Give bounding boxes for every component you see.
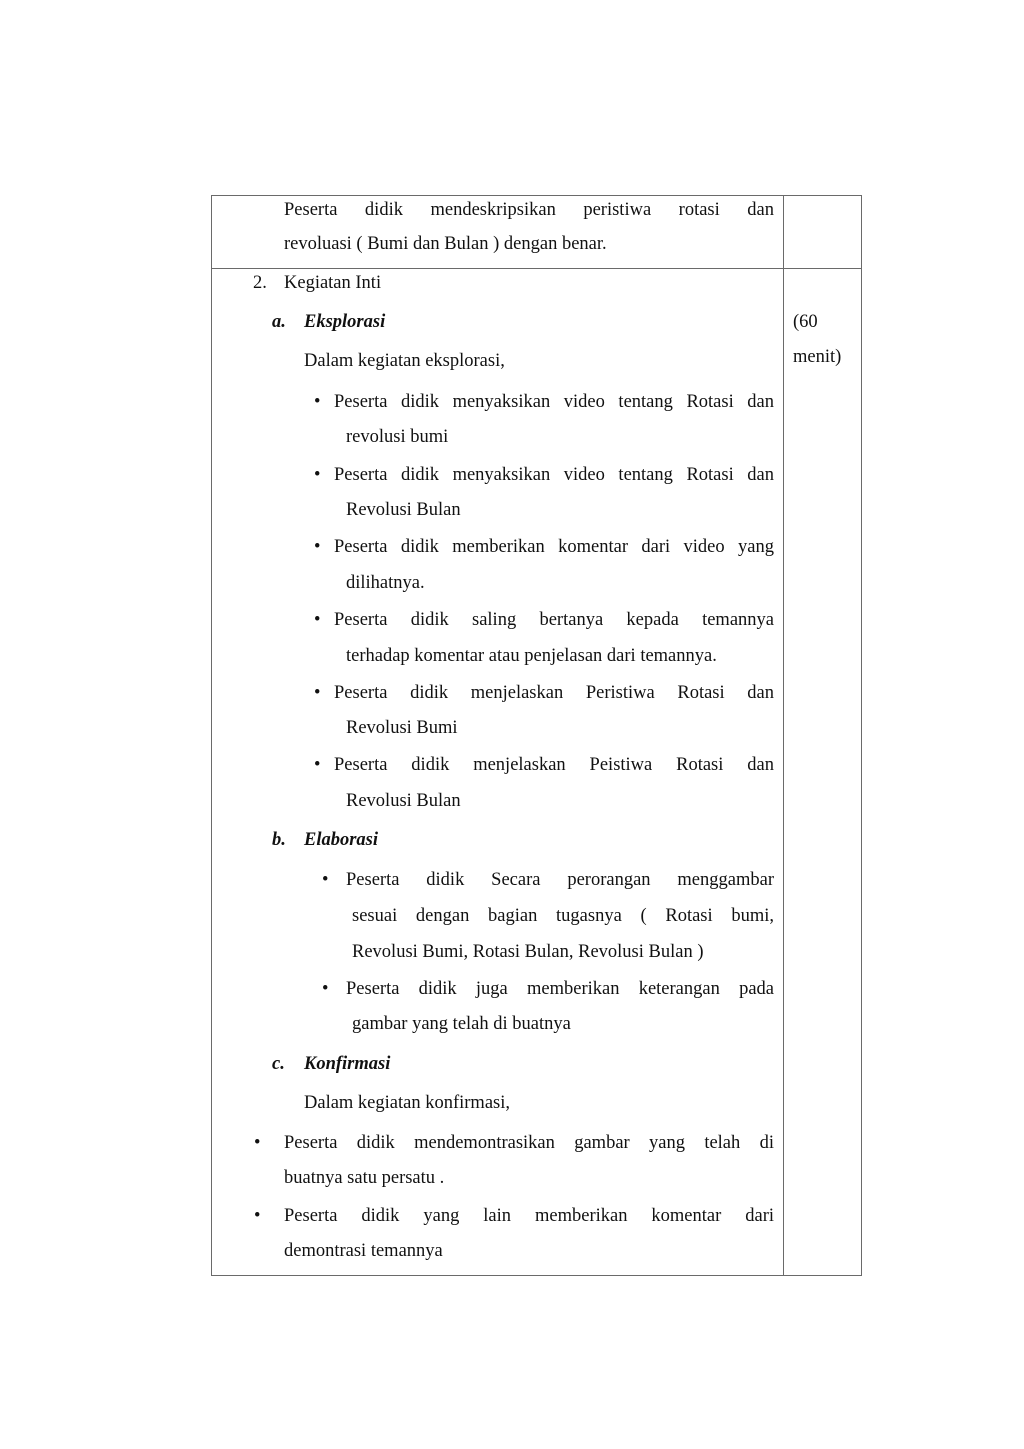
- konfirmasi-lead: Dalam kegiatan konfirmasi,: [304, 1093, 511, 1114]
- bullet-icon: •: [314, 537, 321, 558]
- list-item-cont: sesuai dengan bagian tugasnya ( Rotasi bumi,: [352, 906, 774, 927]
- activity-cell: [212, 269, 784, 1276]
- list-item-cont: Revolusi Bumi, Rotasi Bulan, Revolusi Bulan ): [352, 942, 704, 963]
- subsection-title-eksplorasi: Eksplorasi: [304, 312, 386, 333]
- bullet-icon: •: [314, 683, 321, 704]
- intro-text-line-2: revoluasi ( Bumi dan Bulan ) dengan benar.: [284, 234, 607, 254]
- section-number: 2.: [253, 273, 267, 294]
- list-item: Peserta didik memberikan komentar dari video yang: [334, 537, 774, 558]
- bullet-icon: •: [314, 465, 321, 486]
- list-item-cont: Revolusi Bulan: [346, 500, 461, 521]
- time-unit: menit): [793, 347, 842, 368]
- list-item-cont: revolusi bumi: [346, 427, 449, 448]
- list-item-cont: terhadap komentar atau penjelasan dari temannya.: [346, 646, 717, 667]
- list-item-cont: demontrasi temannya: [284, 1241, 443, 1262]
- activity-cell: [212, 196, 784, 269]
- list-item: Peserta didik saling bertanya kepada temannya: [334, 610, 774, 631]
- list-item-cont: Revolusi Bulan: [346, 791, 461, 812]
- list-item-cont: dilihatnya.: [346, 573, 425, 594]
- bullet-icon: •: [314, 392, 321, 413]
- list-item: Peserta didik menjelaskan Peristiwa Rotasi dan: [334, 683, 774, 704]
- list-item: Peserta didik menjelaskan Peistiwa Rotasi dan: [334, 755, 774, 776]
- subsection-letter: b.: [272, 830, 286, 851]
- section-title: Kegiatan Inti: [284, 273, 382, 294]
- subsection-letter: c.: [272, 1054, 285, 1075]
- list-item: Peserta didik menyaksikan video tentang Rotasi dan: [334, 465, 774, 486]
- time-cell: [784, 269, 862, 1276]
- list-item-cont: gambar yang telah di buatnya: [352, 1014, 571, 1035]
- list-item: Peserta didik menyaksikan video tentang Rotasi dan: [334, 392, 774, 413]
- subsection-title-konfirmasi: Konfirmasi: [304, 1054, 391, 1075]
- subsection-title-elaborasi: Elaborasi: [304, 830, 379, 851]
- list-item: Peserta didik yang lain memberikan komentar dari: [284, 1206, 774, 1227]
- bullet-icon: •: [322, 979, 329, 1000]
- time-value: (60: [793, 312, 818, 333]
- bullet-icon: •: [322, 870, 329, 891]
- table-row: [212, 196, 862, 269]
- table-row: [212, 269, 862, 1276]
- bullet-icon: •: [254, 1206, 261, 1227]
- list-item-cont: Revolusi Bumi: [346, 718, 458, 739]
- subsection-letter: a.: [272, 312, 286, 333]
- list-item: Peserta didik mendemontrasikan gambar yang telah di: [284, 1133, 774, 1154]
- bullet-icon: •: [254, 1133, 261, 1154]
- time-cell: [784, 196, 862, 269]
- bullet-icon: •: [314, 610, 321, 631]
- bullet-icon: •: [314, 755, 321, 776]
- list-item-cont: buatnya satu persatu .: [284, 1168, 445, 1189]
- intro-text-line-1: Peserta didik mendeskripsikan peristiwa rotasi dan: [284, 200, 774, 220]
- lesson-plan-table: [211, 195, 862, 1276]
- list-item: Peserta didik Secara perorangan menggambar: [346, 870, 774, 891]
- eksplorasi-lead: Dalam kegiatan eksplorasi,: [304, 351, 505, 372]
- list-item: Peserta didik juga memberikan keterangan pada: [346, 979, 774, 1000]
